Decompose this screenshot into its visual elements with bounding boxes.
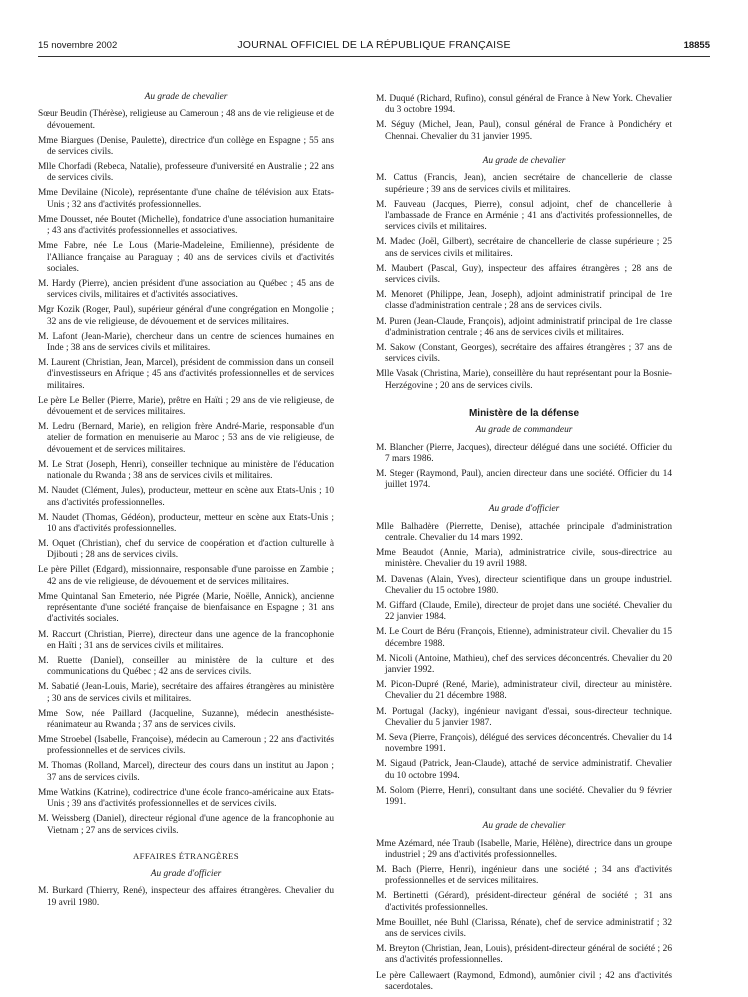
ministry-title: Ministère de la défense	[468, 407, 580, 419]
grade-heading: Au grade de chevalier	[144, 92, 228, 102]
grade-heading: Au grade d'officier	[488, 504, 560, 515]
decoration-entry: M. Cattus (Francis, Jean), ancien secrétaire de chancellerie de classe supérieure ; 39 ans de services civils et militaires.	[376, 173, 672, 195]
decoration-entry: Mlle Chorfadi (Rebeca, Natalie), professeure d'université en Australie ; 22 ans de services civils.	[38, 162, 334, 184]
decoration-entry: M. Madec (Joël, Gilbert), secrétaire de chancellerie de classe supérieure ; 25 ans de services civils et militaires.	[376, 237, 672, 259]
decoration-entry: Mme Sow, née Paillard (Jacqueline, Suzanne), médecin anesthésiste-réanimateur au Rwanda ; 37 ans de services civils.	[38, 708, 334, 730]
decoration-entry: M. Duqué (Richard, Rufino), consul général de France à New York. Chevalier du 3 octobre 1994.	[376, 94, 672, 116]
decoration-entry: M. Breyton (Christian, Jean, Louis), président-directeur général de société ; 26 ans d'activités professionnelles.	[376, 944, 672, 966]
grade-heading: Au grade d'officier	[150, 869, 222, 880]
decoration-entry: M. Davenas (Alain, Yves), directeur scientifique dans un groupe industriel. Chevalier du 15 octobre 1980.	[376, 574, 672, 596]
right-column	[376, 94, 672, 997]
decoration-entry: Mme Fabre, née Le Lous (Marie-Madeleine, Emilienne), présidente de l'Alliance française au Paraguay ; 40 ans de services civils et d'activités sociales.	[38, 241, 334, 274]
entry-list	[376, 522, 672, 809]
decoration-entry: M. Portugal (Jacky), ingénieur navigant d'essai, sous-directeur technique. Chevalier du 5 janvier 1987.	[376, 706, 672, 728]
decoration-entry: Le père Callewaert (Raymond, Edmond), aumônier civil ; 42 ans d'activités sacerdotales.	[376, 970, 672, 992]
decoration-entry: M. Sigaud (Patrick, Jean-Claude), attaché de service administratif. Chevalier du 10 octobre 1994.	[376, 759, 672, 781]
header-rule	[38, 56, 710, 57]
decoration-entry: M. Ruette (Daniel), conseiller au ministère de la culture et des communications du Québec ; 42 ans de services civils.	[38, 655, 334, 678]
decoration-entry: M. Lafont (Jean-Marie), chercheur dans un centre de sciences humaines en Inde ; 38 ans de services civils et militaires.	[38, 331, 334, 354]
decoration-entry: M. Oquet (Christian), chef du service de coopération et d'action culturelle à Djibouti ; 28 ans de services civils.	[38, 539, 334, 561]
decoration-entry: M. Maubert (Pascal, Guy), inspecteur des affaires étrangères ; 28 ans de services civils.	[376, 263, 672, 286]
decoration-entry: Sœur Beudin (Thérèse), religieuse au Cameroun ; 48 ans de vie religieuse et de dévouement.	[38, 109, 334, 131]
decoration-entry: M. Nicoli (Antoine, Mathieu), chef des services déconcentrés. Chevalier du 20 janvier 1992.	[376, 653, 672, 676]
decoration-entry: M. Puren (Jean-Claude, François), adjoint administratif principal de 1re classe d'administration centrale ; 46 ans de services civils et militaires.	[376, 316, 672, 338]
decoration-entry: M. Naudet (Thomas, Gédéon), producteur, metteur en scène aux Etats-Unis ; 10 ans d'activités professionnelles.	[38, 512, 334, 534]
decoration-entry: M. Ledru (Bernard, Marie), en religion frère André-Marie, responsable d'un atelier de formation en menuiserie au Maroc ; 53 ans de vie religieuse, de dévouement et de services militaires.	[38, 422, 334, 455]
decoration-entry: M. Sabatié (Jean-Louis, Marie), secrétaire des affaires étrangères au ministère ; 30 ans de services civils et militaires.	[38, 682, 334, 704]
decoration-entry: Mlle Vasak (Christina, Marie), conseillère du haut représentant pour la Bosnie-Herzégovine ; 20 ans de services civils.	[376, 369, 672, 391]
grade-heading: Au grade de chevalier	[482, 821, 566, 832]
decoration-entry: Mme Azémard, née Traub (Isabelle, Marie, Hélène), directrice dans un groupe industriel ; 29 ans d'activités professionnelles.	[376, 838, 672, 860]
decoration-entry: Mme Bouillet, née Buhl (Clarissa, Rénate), chef de service administratif ; 32 ans de services civils.	[376, 917, 672, 940]
decoration-entry: M. Hardy (Pierre), ancien président d'une association au Québec ; 45 ans de services civils, militaires et d'activités associatives.	[38, 278, 334, 301]
page-header	[38, 40, 710, 54]
grade-heading: Au grade de chevalier	[482, 155, 566, 166]
decoration-entry: M. Raccurt (Christian, Pierre), directeur dans une agence de la francophonie en Haïti ; 31 ans de services civils et militaires.	[38, 629, 334, 651]
entry-list	[376, 94, 672, 143]
entry-list	[38, 886, 334, 909]
journal-title: JOURNAL OFFICIEL DE LA RÉPUBLIQUE FRANÇAISE	[237, 39, 511, 51]
decoration-entry: M. Seva (Pierre, François), délégué des services déconcentrés. Chevalier du 14 novembre 1991.	[376, 732, 672, 755]
decoration-entry: M. Thomas (Rolland, Marcel), directeur des cours dans un institut au Japon ; 37 ans de services civils.	[38, 761, 334, 783]
decoration-entry: M. Bertinetti (Gérard), président-directeur général de société ; 31 ans d'activités professionnelles.	[376, 891, 672, 913]
left-column	[38, 92, 334, 913]
decoration-entry: Mlle Balhadère (Pierrette, Denise), attachée principale d'administration centrale. Chevalier du 14 mars 1992.	[376, 521, 672, 544]
decoration-entry: Mgr Kozik (Roger, Paul), supérieur général d'une congrégation en Mongolie ; 32 ans de vie religieuse, de dévouement et de services militaires.	[38, 305, 334, 327]
decoration-entry: M. Laurent (Christian, Jean, Marcel), président de commission dans un conseil d'investisseurs en Afrique ; 45 ans d'activités professionnelles et de services militaires.	[38, 358, 334, 391]
decoration-entry: M. Séguy (Michel, Jean, Paul), consul général de France à Pondichéry et Chennai. Chevalier du 31 janvier 1995.	[376, 120, 672, 142]
entry-list	[38, 109, 334, 837]
decoration-entry: Mme Biargues (Denise, Paulette), directrice d'un collège en Espagne ; 55 ans de services civils.	[38, 135, 334, 157]
decoration-entry: Le père Pillet (Edgard), missionnaire, responsable d'une paroisse en Zambie ; 42 ans de vie religieuse, de dévouement et de services militaires.	[38, 565, 334, 587]
decoration-entry: M. Steger (Raymond, Paul), ancien directeur dans une société. Officier du 14 juillet 1974.	[376, 468, 672, 491]
decoration-entry: Le père Le Beller (Pierre, Marie), prêtre en Haïti ; 29 ans de vie religieuse, de dévouement et de services militaires.	[38, 395, 334, 418]
decoration-entry: M. Naudet (Clément, Jules), producteur, metteur en scène aux Etats-Unis ; 10 ans d'activités professionnelles.	[38, 486, 334, 508]
decoration-entry: M. Fauveau (Jacques, Pierre), consul adjoint, chef de chancellerie à l'ambassade de France en Arménie ; 41 ans d'activités professionnelles, de services civils et militaires.	[376, 199, 672, 233]
decoration-entry: M. Giffard (Claude, Emile), directeur de projet dans une société. Chevalier du 22 janvier 1984.	[376, 600, 672, 623]
decoration-entry: M. Menoret (Philippe, Jean, Joseph), adjoint administratif principal de 1re classe d'administration centrale ; 28 ans de services civils.	[376, 290, 672, 312]
decoration-entry: Mme Dousset, née Boutet (Michelle), fondatrice d'une association humanitaire ; 43 ans d'activités professionnelles et associatives.	[38, 214, 334, 237]
decoration-entry: M. Bach (Pierre, Henri), ingénieur dans une société ; 34 ans d'activités professionnelles et de services militaires.	[376, 864, 672, 887]
decoration-entry: M. Solom (Pierre, Henri), consultant dans une société. Chevalier du 9 février 1991.	[376, 785, 672, 807]
decoration-entry: M. Picon-Dupré (René, Marie), administrateur civil, directeur au ministère. Chevalier du 21 décembre 1988.	[376, 680, 672, 702]
decoration-entry: M. Le Court de Béru (François, Etienne), administrateur civil. Chevalier du 15 décembre 1988.	[376, 627, 672, 649]
decoration-entry: Mme Quintanal San Emeterio, née Pigrée (Marie, Noëlle, Annick), ancienne représentante d'une société française de bienfaisance en Espagne ; 31 ans d'activités sociales.	[38, 591, 334, 625]
decoration-entry: M. Burkard (Thierry, René), inspecteur des affaires étrangères. Chevalier du 19 avril 1980.	[38, 886, 334, 908]
decoration-entry: M. Le Strat (Joseph, Henri), conseiller technique au ministère de l'éducation nationale du Rwanda ; 38 ans de services civils et militaires.	[38, 459, 334, 482]
decoration-entry: M. Weissberg (Daniel), directeur régional d'une agence de la francophonie au Vietnam ; 27 ans de services civils.	[38, 814, 334, 836]
entry-list	[376, 443, 672, 492]
issue-date: 15 novembre 2002	[38, 40, 118, 51]
decoration-entry: Mme Watkins (Katrine), codirectrice d'une école franco-américaine aux Etats-Unis ; 39 ans d'activités professionnelles et de services civils.	[38, 787, 334, 810]
decoration-entry: M. Blancher (Pierre, Jacques), directeur délégué dans une société. Officier du 7 mars 1986.	[376, 442, 672, 464]
entry-list	[376, 839, 672, 994]
decoration-entry: Mme Stroebel (Isabelle, Françoise), médecin au Cameroun ; 22 ans d'activités professionnelles et de services civils.	[38, 735, 334, 757]
decoration-entry: Mme Devilaine (Nicole), représentante d'une chaîne de télévision aux Etats-Unis ; 32 ans d'activités professionnelles.	[38, 188, 334, 210]
decoration-entry: M. Sakow (Constant, Georges), secrétaire des affaires étrangères ; 37 ans de services civils.	[376, 342, 672, 365]
grade-heading: Au grade de commandeur	[475, 425, 573, 436]
page-number: 18855	[683, 40, 710, 51]
entry-list	[376, 173, 672, 392]
section-title: AFFAIRES ÉTRANGÈRES	[133, 850, 239, 861]
decoration-entry: Mme Beaudot (Annie, Maria), administratrice civile, sous-directrice au ministère. Chevalier du 19 avril 1988.	[376, 548, 672, 570]
